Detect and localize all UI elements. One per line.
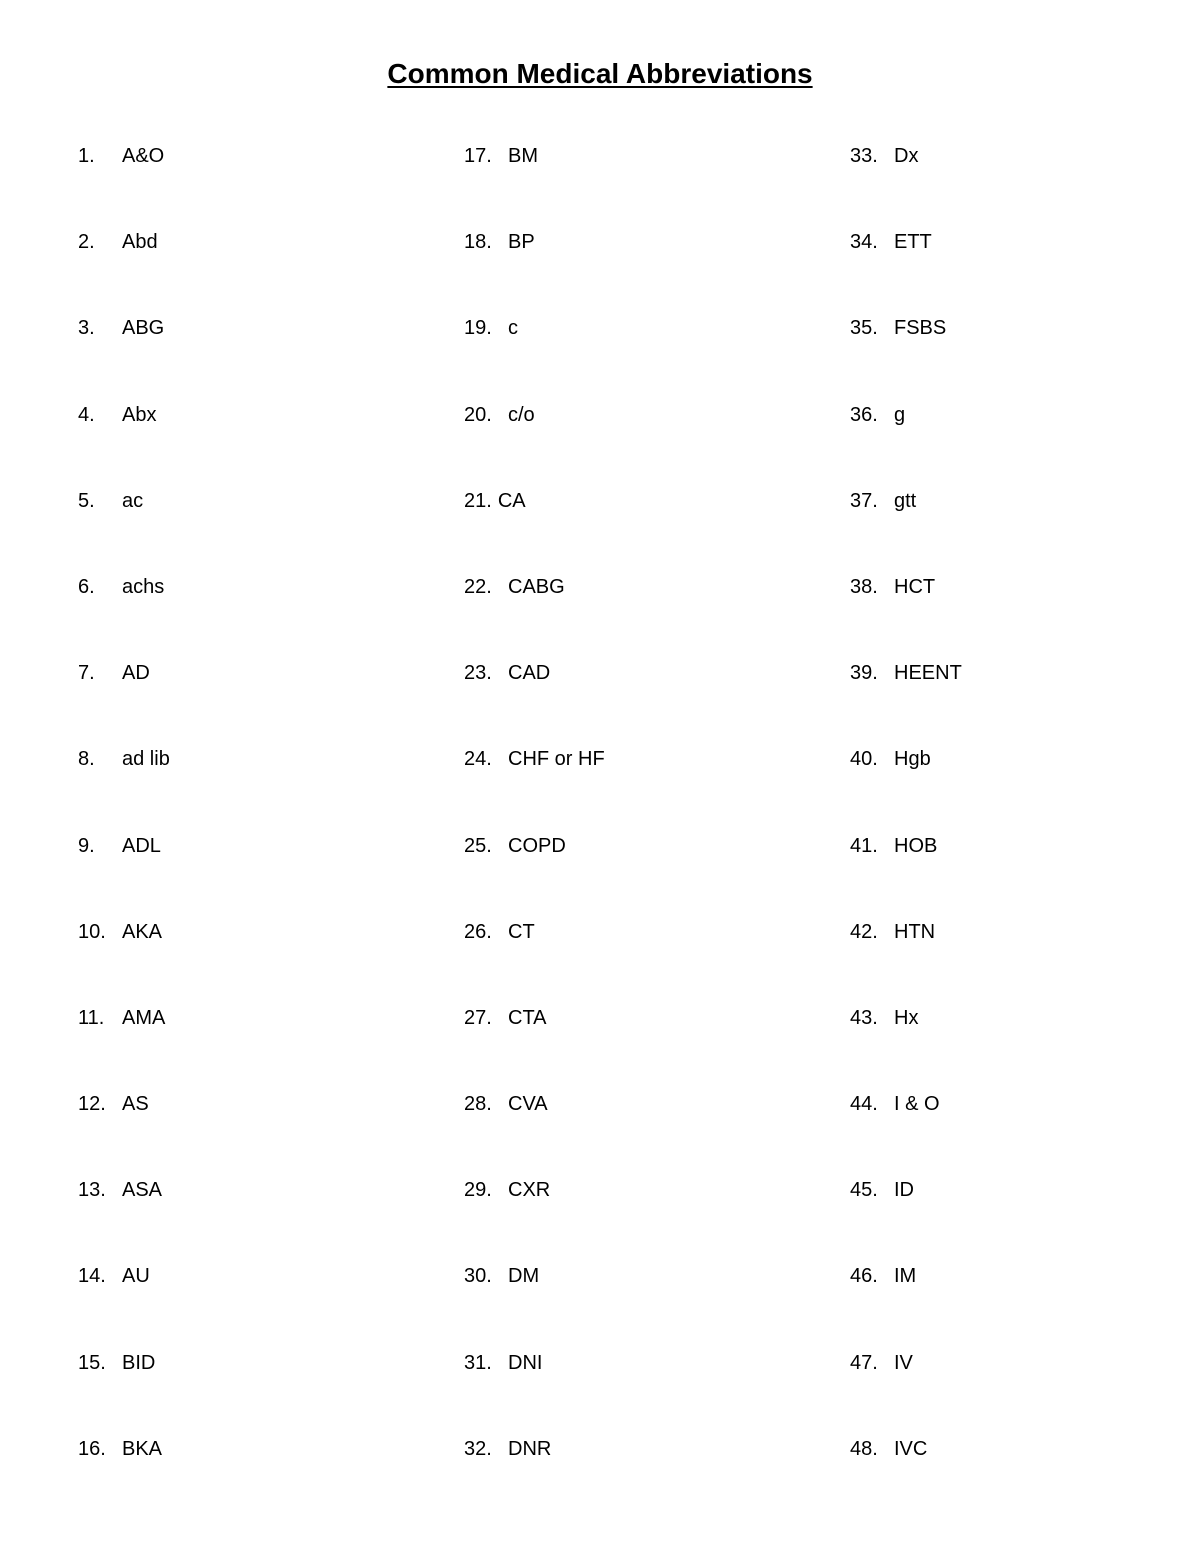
item-abbreviation: I & O xyxy=(894,1093,940,1116)
item-abbreviation: AD xyxy=(122,662,150,685)
list-item xyxy=(78,826,458,912)
item-abbreviation: CXR xyxy=(508,1179,551,1202)
item-abbreviation: BKA xyxy=(122,1437,163,1460)
list-item xyxy=(78,1429,458,1515)
list-item xyxy=(850,826,1200,912)
item-number: 11. xyxy=(78,1006,105,1029)
list-item xyxy=(850,395,1200,481)
item-number: 38. xyxy=(850,575,878,598)
list-item xyxy=(464,653,844,739)
item-number: 10. xyxy=(78,920,106,943)
page-title: Common Medical Abbreviations xyxy=(387,58,813,89)
list-item xyxy=(464,395,844,481)
item-abbreviation: ID xyxy=(894,1179,914,1202)
list-item xyxy=(78,567,458,653)
item-number: 41. xyxy=(850,834,878,857)
item-abbreviation: IVC xyxy=(894,1437,928,1460)
item-abbreviation: HEENT xyxy=(894,662,962,685)
item-abbreviation: DNI xyxy=(508,1351,543,1374)
item-number: 48. xyxy=(850,1437,878,1460)
item-number: 33. xyxy=(850,145,878,167)
item-number: 26. xyxy=(464,920,492,943)
item-abbreviation: ABG xyxy=(122,317,165,340)
list-item xyxy=(464,222,844,308)
item-number: 6. xyxy=(78,575,95,598)
item-number: 24. xyxy=(464,748,492,771)
item-abbreviation: HCT xyxy=(894,575,936,598)
item-abbreviation: DNR xyxy=(508,1437,552,1460)
item-number: 14. xyxy=(78,1265,106,1288)
item-number: 4. xyxy=(78,403,95,426)
list-item xyxy=(464,1170,844,1256)
list-item xyxy=(464,1084,844,1170)
list-item xyxy=(464,1429,844,1515)
item-abbreviation: gtt xyxy=(894,489,917,512)
list-item xyxy=(464,481,844,567)
item-number: 34. xyxy=(850,231,878,254)
item-abbreviation: Hgb xyxy=(894,748,931,771)
item-abbreviation: A&O xyxy=(122,145,165,167)
list-item xyxy=(78,998,458,1084)
list-item xyxy=(850,998,1200,1084)
item-number: 22. xyxy=(464,575,492,598)
item-number: 27. xyxy=(464,1006,492,1029)
list-item xyxy=(464,567,844,653)
list-item xyxy=(850,136,1200,222)
item-abbreviation: BP xyxy=(508,231,535,254)
item-abbreviation: AKA xyxy=(122,920,163,943)
item-abbreviation: Hx xyxy=(894,1006,919,1029)
list-item xyxy=(850,567,1200,653)
item-number: 45. xyxy=(850,1179,878,1202)
item-number: 17. xyxy=(464,145,492,167)
item-number: 20. xyxy=(464,403,492,426)
item-number: 18. xyxy=(464,231,492,254)
item-abbreviation: Abx xyxy=(122,403,157,426)
item-abbreviation: IV xyxy=(894,1351,913,1374)
list-item xyxy=(78,395,458,481)
item-abbreviation: Abd xyxy=(122,231,158,254)
list-item xyxy=(850,308,1200,394)
item-abbreviation: COPD xyxy=(508,834,566,857)
item-number: 29. xyxy=(464,1179,492,1202)
item-abbreviation: HTN xyxy=(894,920,936,943)
item-abbreviation: CHF or HF xyxy=(508,748,605,771)
list-item xyxy=(850,1343,1200,1429)
item-number: 39. xyxy=(850,662,878,685)
list-item xyxy=(78,1256,458,1342)
item-number: 35. xyxy=(850,317,878,340)
list-item xyxy=(78,912,458,998)
item-abbreviation: DM xyxy=(508,1265,540,1288)
item-abbreviation: ETT xyxy=(894,231,932,254)
list-item xyxy=(850,481,1200,567)
list-item xyxy=(850,1084,1200,1170)
item-abbreviation: ad lib xyxy=(122,748,170,771)
list-item xyxy=(78,1170,458,1256)
item-number: 16. xyxy=(78,1437,106,1460)
item-number: 1. xyxy=(78,145,95,167)
item-abbreviation: g xyxy=(894,403,906,426)
abbreviation-column-1 xyxy=(78,136,458,1515)
item-abbreviation: CTA xyxy=(508,1006,547,1029)
abbreviation-column-3 xyxy=(850,136,1200,1515)
list-item xyxy=(464,826,844,912)
item-abbreviation: c/o xyxy=(508,403,535,426)
item-number: 43. xyxy=(850,1006,878,1029)
item-number: 32. xyxy=(464,1437,492,1460)
item-number: 9. xyxy=(78,834,95,857)
list-item xyxy=(464,308,844,394)
item-abbreviation: CABG xyxy=(508,575,565,598)
list-item xyxy=(464,739,844,825)
list-item xyxy=(78,739,458,825)
list-item xyxy=(464,1256,844,1342)
item-abbreviation: CA xyxy=(497,489,526,512)
item-abbreviation: BM xyxy=(508,145,538,167)
item-number: 3. xyxy=(78,317,95,340)
list-item xyxy=(850,1256,1200,1342)
item-abbreviation: ADL xyxy=(122,834,161,857)
item-abbreviation: IM xyxy=(894,1265,917,1288)
list-item xyxy=(464,998,844,1084)
item-number: 8. xyxy=(78,748,95,771)
item-number: 42. xyxy=(850,920,878,943)
item-number: 19. xyxy=(464,317,492,340)
item-abbreviation: CAD xyxy=(508,662,551,685)
list-item xyxy=(464,136,844,222)
list-item xyxy=(850,739,1200,825)
item-number: 12. xyxy=(78,1093,106,1116)
item-number: 15. xyxy=(78,1351,106,1374)
list-item xyxy=(78,222,458,308)
item-number: 36. xyxy=(850,403,878,426)
list-item xyxy=(78,1084,458,1170)
list-item xyxy=(850,912,1200,998)
list-item xyxy=(850,653,1200,739)
item-abbreviation: CT xyxy=(508,920,535,943)
list-item xyxy=(850,1170,1200,1256)
list-item xyxy=(78,308,458,394)
item-number: 40. xyxy=(850,748,878,771)
item-abbreviation: achs xyxy=(122,575,165,598)
list-item xyxy=(850,222,1200,308)
item-number: 46. xyxy=(850,1265,878,1288)
list-item xyxy=(464,912,844,998)
item-number: 30. xyxy=(464,1265,492,1288)
list-item xyxy=(78,481,458,567)
item-number: 7. xyxy=(78,662,95,685)
list-item xyxy=(850,1429,1200,1515)
item-abbreviation: ASA xyxy=(122,1179,163,1202)
item-abbreviation: c xyxy=(508,317,518,340)
item-number: 23. xyxy=(464,662,492,685)
list-item xyxy=(464,1343,844,1429)
item-abbreviation: FSBS xyxy=(894,317,947,340)
item-number: 25. xyxy=(464,834,492,857)
list-item xyxy=(78,1343,458,1429)
item-number: 21. xyxy=(464,489,492,512)
item-number: 5. xyxy=(78,489,95,512)
item-number: 31. xyxy=(464,1351,492,1374)
list-item xyxy=(78,653,458,739)
item-abbreviation: Dx xyxy=(894,145,919,167)
item-number: 28. xyxy=(464,1093,492,1116)
item-abbreviation: ac xyxy=(122,489,144,512)
item-abbreviation: BID xyxy=(122,1351,156,1374)
item-number: 13. xyxy=(78,1179,106,1202)
item-number: 44. xyxy=(850,1093,878,1116)
item-abbreviation: AMA xyxy=(122,1006,166,1029)
item-number: 2. xyxy=(78,231,95,254)
item-abbreviation: CVA xyxy=(508,1093,548,1116)
abbreviation-column-2 xyxy=(464,136,844,1515)
item-abbreviation: AU xyxy=(122,1265,150,1288)
item-number: 47. xyxy=(850,1351,878,1374)
item-abbreviation: HOB xyxy=(894,834,938,857)
item-abbreviation: AS xyxy=(122,1093,149,1116)
item-number: 37. xyxy=(850,489,878,512)
list-item xyxy=(78,136,458,222)
